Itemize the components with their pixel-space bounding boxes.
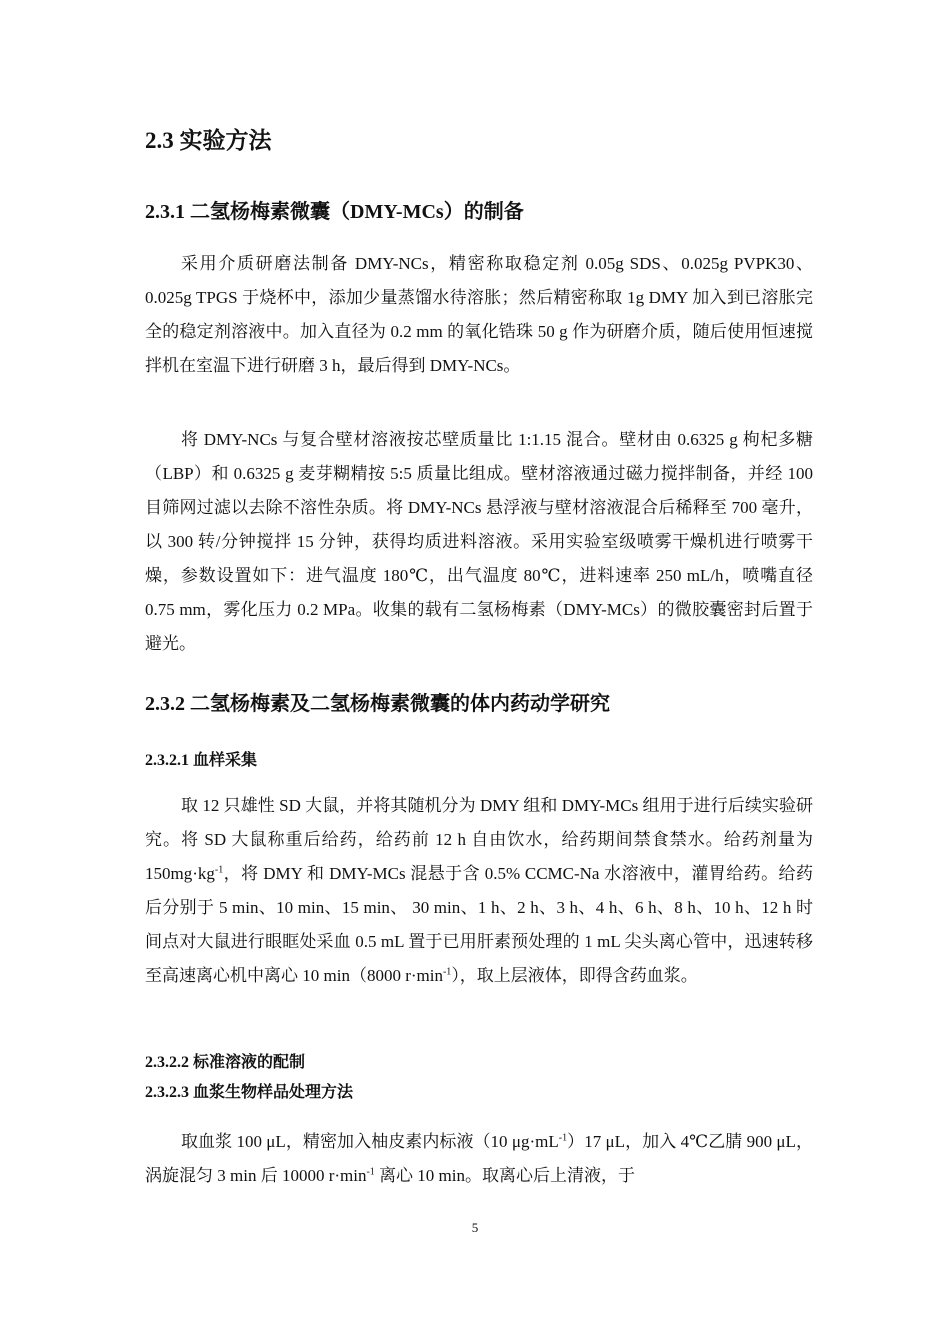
text-run: 取血浆 100 μL，精密加入柚皮素内标液（10 μg·mL	[181, 1132, 559, 1151]
text-run: ）17 μL，加入 4℃乙腈 900 μL，涡旋混匀 3 min 后 10000 r·min	[145, 1132, 813, 1185]
paragraph-spray-drying: 将 DMY-NCs 与复合壁材溶液按芯壁质量比 1:1.15 混合。壁材由 0.6325 g 枸杞多糖（LBP）和 0.6325 g 麦芽糊精按 5:5 质量比组成。壁材溶液通过磁力搅拌制备，并经 100 目筛网过滤以去除不溶性杂质。将 DMY-NCs 悬浮液与壁材溶液混合后稀释至 700 毫升，以 300 转/分钟搅拌 15 分钟，获得均质进料溶液。采用实验室级喷雾干燥机进行喷雾干燥，参数设置如下：进气温度 180℃，出气温度 80℃，进料速率 250 mL/h，喷嘴直径 0.75 mm，雾化压力 0.2 MPa。收集的载有二氢杨梅素（DMY-MCs）的微胶囊密封后置于避光。	[145, 430, 813, 653]
page-number: 5	[471, 1220, 479, 1235]
text-run: ，将 DMY 和 DMY-MCs 混悬于含 0.5% CCMC-Na 水溶液中，灌胃给药。给药后分别于 5 min、10 min、15 min、 30 min、1 h、2 h、3 h、4 h、6 h、8 h、10 h、12 h 时间点对大鼠进行眼眶处采血 0.5 mL 置于已用肝素预处理的 1 mL 尖头离心管中，迅速转移至高速离心机中离心 10 min（8000 r·min	[145, 864, 813, 985]
paragraph-preparation-nanocrystals: 采用介质研磨法制备 DMY-NCs，精密称取稳定剂 0.05g SDS、0.025g PVPK30、0.025g TPGS 于烧杯中，添加少量蒸馏水待溶胀；然后精密称取 1g DMY 加入到已溶胀完全的稳定剂溶液中。加入直径为 0.2 mm 的氧化锆珠 50 g 作为研磨介质，随后使用恒速搅拌机在室温下进行研磨 3 h，最后得到 DMY-NCs。	[145, 254, 813, 375]
text-run: 取 12 只雄性 SD 大鼠，并将其随机分为 DMY 组和 DMY-MCs 组用于进行后续实验研究。将 SD 大鼠称重后给药，给药前 12 h 自由饮水，给药期间禁食禁水。给药剂量为 150mg·kg	[145, 796, 813, 883]
superscript: -1	[214, 864, 224, 876]
subsubsection-heading-2-3-2-1: 2.3.2.1 血样采集	[145, 752, 258, 769]
subsection-heading-2-3-2: 2.3.2 二氢杨梅素及二氢杨梅素微囊的体内药动学研究	[145, 693, 610, 715]
paragraph-plasma-processing	[145, 1125, 813, 1193]
paragraph-blood-sampling	[145, 789, 813, 993]
subsubsection-heading-2-3-2-3: 2.3.2.3 血浆生物样品处理方法	[145, 1084, 354, 1101]
superscript: -1	[442, 966, 452, 978]
subsection-heading-2-3-1: 2.3.1 二氢杨梅素微囊（DMY-MCs）的制备	[145, 201, 524, 223]
section-heading-2-3: 2.3 实验方法	[145, 128, 272, 153]
superscript: -1	[558, 1132, 568, 1144]
text-run: ），取上层液体，即得含药血浆。	[451, 966, 698, 985]
subsubsection-heading-2-3-2-2: 2.3.2.2 标准溶液的配制	[145, 1054, 306, 1071]
superscript: -1	[366, 1166, 375, 1178]
text-run: 离心 10 min。取离心后上清液，于	[374, 1166, 636, 1185]
